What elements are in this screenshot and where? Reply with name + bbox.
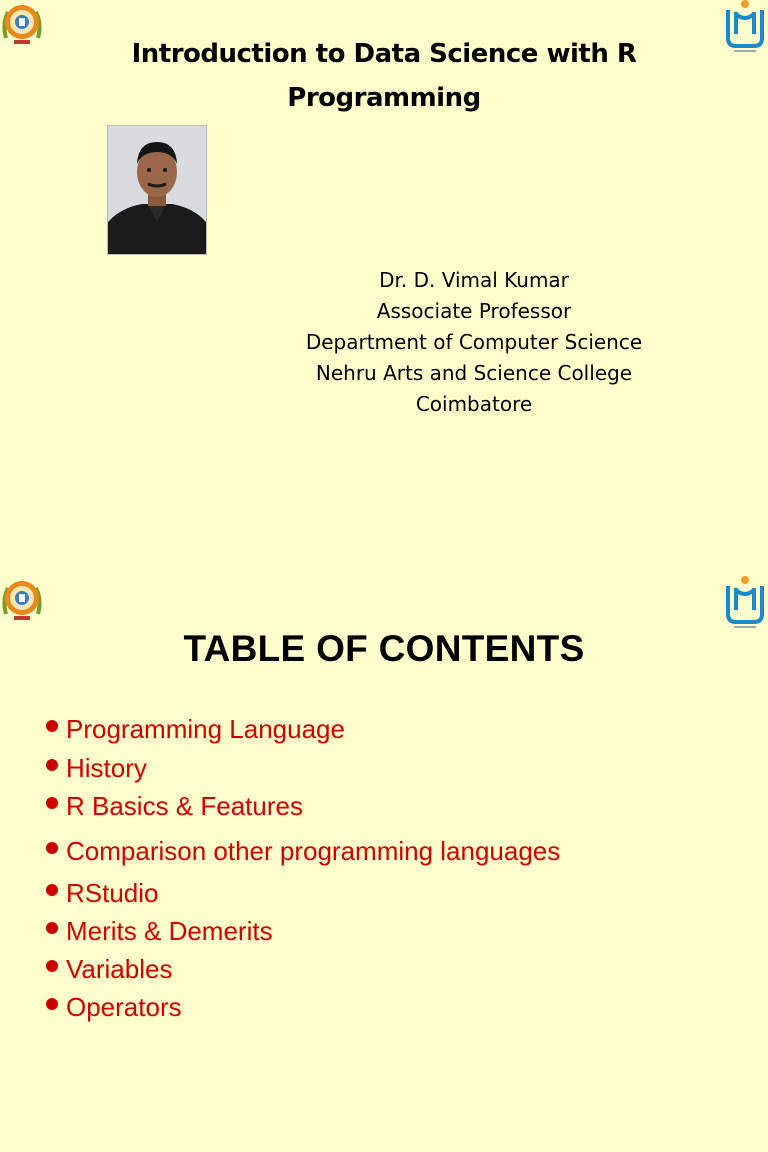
toc-item-comparison — [46, 836, 560, 867]
toc-slide — [0, 576, 768, 1152]
college-emblem-icon — [0, 0, 44, 48]
toc-item-programming-language — [46, 714, 345, 745]
toc-item-label: Variables — [66, 954, 173, 984]
author-department: Department of Computer Science — [305, 330, 643, 354]
bullet-icon — [46, 998, 58, 1010]
college-emblem-icon — [0, 576, 44, 624]
bullet-icon — [46, 884, 58, 896]
toc-item-label: Comparison other programming languages — [66, 836, 561, 866]
toc-item-merits — [46, 916, 273, 947]
author-details — [260, 265, 688, 420]
bullet-icon — [46, 797, 58, 809]
bullet-icon — [46, 720, 58, 732]
toc-item-rstudio — [46, 878, 159, 909]
nehru-group-logo-icon — [722, 576, 768, 632]
toc-title: TABLE OF CONTENTS — [183, 628, 585, 669]
title-line-2: Programming — [287, 83, 481, 113]
nehru-group-logo-icon — [722, 0, 768, 56]
presentation-title — [60, 32, 708, 120]
toc-item-label: History — [66, 753, 147, 783]
toc-item-label: RStudio — [66, 878, 159, 908]
title-line-1: Introduction to Data Science with R — [131, 39, 637, 69]
toc-item-operators — [46, 992, 182, 1023]
author-college: Nehru Arts and Science College — [315, 361, 633, 385]
toc-item-label: Operators — [66, 992, 182, 1022]
toc-item-r-basics — [46, 791, 303, 822]
author-designation: Associate Professor — [376, 299, 572, 323]
bullet-icon — [46, 842, 58, 854]
toc-item-variables — [46, 954, 172, 985]
bullet-icon — [46, 759, 58, 771]
bullet-icon — [46, 922, 58, 934]
author-name: Dr. D. Vimal Kumar — [379, 268, 569, 292]
bullet-icon — [46, 960, 58, 972]
toc-item-label: Programming Language — [66, 714, 345, 744]
toc-item-label: R Basics & Features — [66, 791, 303, 821]
toc-item-history — [46, 753, 147, 784]
author-photo — [107, 125, 207, 255]
author-city: Coimbatore — [415, 392, 533, 416]
toc-item-label: Merits & Demerits — [66, 916, 273, 946]
